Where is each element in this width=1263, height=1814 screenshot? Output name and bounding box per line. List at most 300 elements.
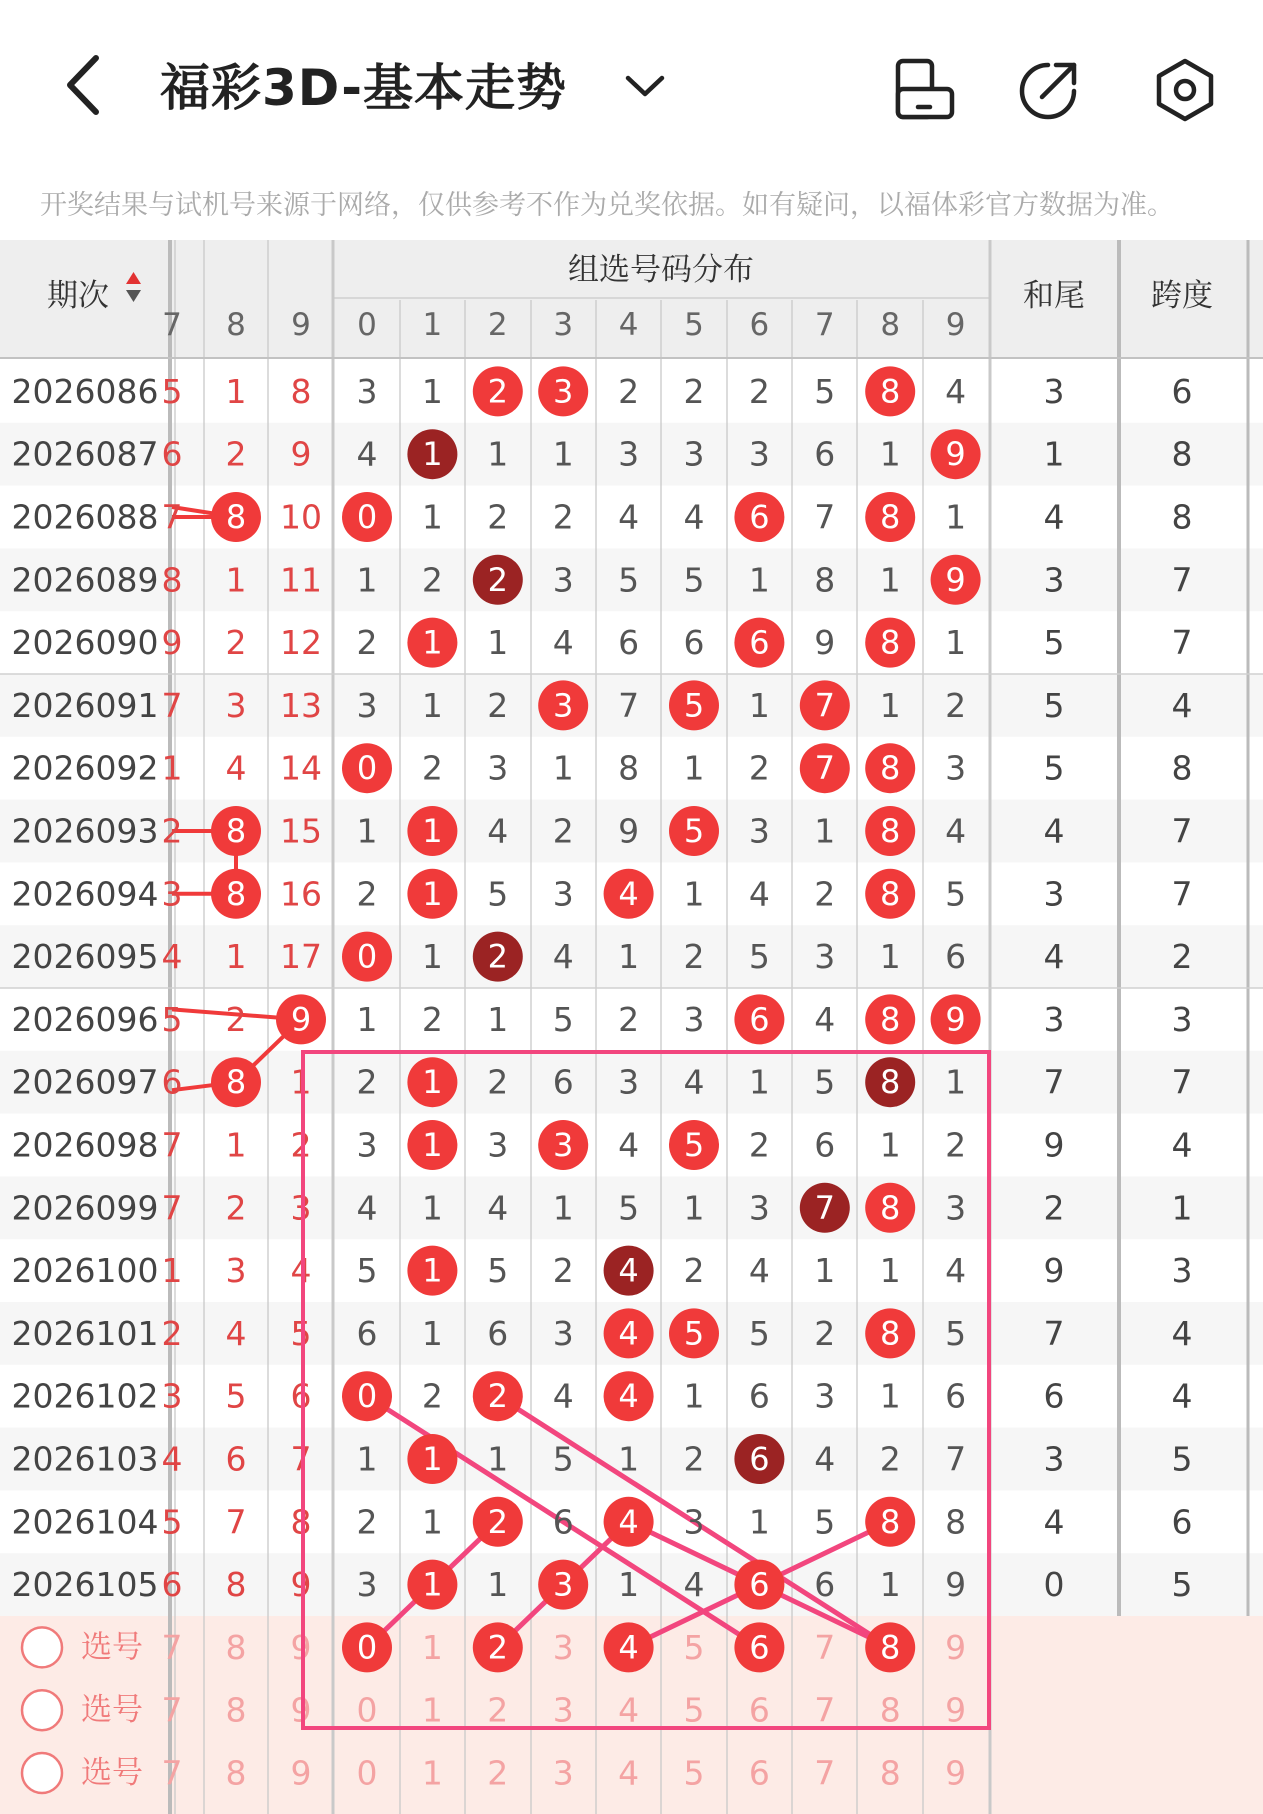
- digit-cell: 2: [552, 497, 574, 537]
- digit-cell: 2: [945, 1125, 967, 1165]
- digit-cell: 1: [879, 434, 901, 474]
- span-cell: 7: [1171, 623, 1193, 663]
- digit-cell: 3: [356, 685, 378, 725]
- span-cell: 4: [1171, 685, 1193, 725]
- digit-cell: 3: [552, 1313, 574, 1353]
- digit-cell: 6: [552, 1062, 574, 1102]
- svg-text:8: 8: [880, 623, 901, 662]
- digit-cell: 3: [487, 748, 509, 788]
- partial-cell: 9: [161, 623, 183, 663]
- digit-ball: [865, 1497, 915, 1547]
- miss-cell: 9: [290, 434, 312, 474]
- digit-cell: 1: [945, 1062, 967, 1102]
- digit-ball: [604, 1246, 654, 1296]
- digit-ball: [407, 618, 457, 668]
- svg-text:3: 3: [553, 1126, 574, 1164]
- hit-ball: [211, 1057, 261, 1107]
- miss-cell: 6: [225, 1439, 247, 1479]
- digit-cell: 2: [814, 1313, 836, 1353]
- select-digit-cell: 3: [552, 1690, 574, 1730]
- svg-text:6: 6: [749, 498, 770, 536]
- svg-text:1: 1: [422, 812, 443, 850]
- sum-tail-cell: 3: [1043, 1439, 1065, 1479]
- sum-tail-cell: 3: [1043, 874, 1065, 914]
- svg-text:3: 3: [553, 686, 574, 725]
- digit-cell: 4: [487, 811, 509, 851]
- miss-cell: 1: [225, 560, 247, 600]
- select-digit-cell: 2: [487, 1690, 509, 1730]
- svg-text:1: 1: [422, 1565, 443, 1604]
- digit-cell: 1: [879, 685, 901, 725]
- digit-cell: 1: [879, 1376, 901, 1416]
- digit-cell: 5: [618, 1188, 640, 1228]
- column-header: 7: [162, 307, 182, 343]
- digit-cell: 4: [552, 937, 574, 977]
- partial-cell: 5: [161, 371, 183, 411]
- svg-text:8: 8: [225, 1063, 247, 1102]
- selected-ball: [342, 1622, 392, 1672]
- partial-cell: 7: [161, 1188, 183, 1228]
- select-number-row[interactable]: [22, 1622, 966, 1672]
- digit-cell: 3: [683, 1502, 705, 1542]
- digit-cell: 9: [945, 1565, 967, 1605]
- svg-text:1: 1: [422, 1126, 443, 1164]
- group-distribution-header: 组选号码分布: [568, 252, 754, 288]
- digit-ball: [734, 1560, 784, 1610]
- digit-cell: 4: [552, 623, 574, 663]
- digit-cell: 2: [356, 623, 378, 663]
- svg-text:7: 7: [814, 686, 835, 725]
- digit-ball: [800, 1183, 850, 1233]
- span-cell: 8: [1171, 497, 1193, 537]
- svg-text:2: 2: [487, 937, 508, 976]
- chevron-down-icon[interactable]: [620, 62, 670, 112]
- digit-cell: 5: [552, 999, 574, 1039]
- miss-cell: 5: [225, 1376, 247, 1416]
- digit-cell: 1: [748, 560, 770, 600]
- partial-cell: 1: [161, 1251, 183, 1291]
- svg-text:8: 8: [880, 498, 901, 536]
- digit-ball: [734, 618, 784, 668]
- sum-tail-cell: 9: [1043, 1125, 1065, 1165]
- digit-cell: 7: [618, 685, 640, 725]
- partial-cell: 4: [161, 937, 183, 977]
- select-cell: 9: [290, 1627, 312, 1667]
- select-cell: 9: [290, 1690, 312, 1730]
- digit-ball: [865, 618, 915, 668]
- digit-cell: 1: [814, 811, 836, 851]
- digit-ball: [604, 869, 654, 919]
- digit-cell: 3: [356, 371, 378, 411]
- miss-cell: 8: [290, 371, 312, 411]
- svg-text:4: 4: [618, 1628, 639, 1667]
- digit-cell: 4: [618, 497, 640, 537]
- digit-cell: 3: [618, 434, 640, 474]
- digit-cell: 2: [552, 811, 574, 851]
- period-cell: 2026096: [11, 999, 159, 1039]
- svg-text:9: 9: [290, 1000, 312, 1039]
- select-digit-cell: 5: [683, 1753, 705, 1793]
- digit-cell: 1: [487, 1439, 509, 1479]
- digit-ball: [538, 680, 588, 730]
- digit-cell: 2: [683, 937, 705, 977]
- digit-cell: 5: [748, 1313, 770, 1353]
- digit-cell: 5: [487, 1251, 509, 1291]
- digit-cell: 1: [683, 1188, 705, 1228]
- digit-cell: 2: [487, 685, 509, 725]
- svg-text:8: 8: [880, 372, 901, 411]
- sum-tail-cell: 4: [1043, 811, 1065, 851]
- svg-text:0: 0: [356, 937, 378, 976]
- digit-cell: 1: [879, 560, 901, 600]
- svg-text:9: 9: [945, 435, 966, 474]
- miss-cell: 2: [225, 1188, 247, 1228]
- digit-cell: 1: [552, 434, 574, 474]
- selected-ball: [604, 1622, 654, 1672]
- span-cell: 5: [1171, 1439, 1193, 1479]
- miss-cell: 8: [290, 1502, 312, 1542]
- digit-cell: 1: [487, 434, 509, 474]
- digit-cell: 3: [748, 811, 770, 851]
- partial-cell: 7: [161, 497, 183, 537]
- sum-tail-cell: 9: [1043, 1251, 1065, 1291]
- miss-cell: 2: [290, 1125, 312, 1165]
- digit-cell: 1: [356, 1439, 378, 1479]
- device-rotate-icon[interactable]: [890, 55, 960, 125]
- select-label: 选号: [81, 1755, 143, 1791]
- select-digit-cell: 1: [421, 1690, 443, 1730]
- digit-cell: 9: [814, 623, 836, 663]
- radio-icon[interactable]: [22, 1753, 62, 1793]
- svg-text:3: 3: [553, 372, 574, 411]
- digit-ball: [473, 1497, 523, 1547]
- trend-grid: [0, 240, 1263, 1814]
- digit-ball: [342, 932, 392, 982]
- digit-cell: 1: [552, 748, 574, 788]
- digit-cell: 5: [814, 1502, 836, 1542]
- digit-ball: [407, 1057, 457, 1107]
- digit-header-7: 7: [814, 307, 835, 343]
- digit-cell: 1: [683, 1376, 705, 1416]
- digit-cell: 4: [683, 1062, 705, 1102]
- svg-text:8: 8: [225, 498, 247, 536]
- svg-text:1: 1: [422, 874, 443, 913]
- miss-cell: 7: [225, 1502, 247, 1542]
- select-digit-cell: 1: [421, 1753, 443, 1793]
- miss-cell: 3: [225, 685, 247, 725]
- digit-ball: [669, 680, 719, 730]
- digit-cell: 1: [421, 1188, 443, 1228]
- select-digit-cell: 6: [748, 1690, 770, 1730]
- digit-cell: 3: [945, 748, 967, 788]
- digit-cell: 2: [421, 1376, 443, 1416]
- digit-ball: [407, 1560, 457, 1610]
- digit-ball: [734, 1434, 784, 1484]
- selected-ball: [473, 1622, 523, 1672]
- select-digit-cell: 7: [814, 1627, 836, 1667]
- digit-cell: 6: [814, 434, 836, 474]
- digit-cell: 1: [421, 937, 443, 977]
- select-digit-cell: 9: [945, 1627, 967, 1667]
- digit-ball: [407, 869, 457, 919]
- span-cell: 7: [1171, 811, 1193, 851]
- digit-ball: [342, 743, 392, 793]
- period-header: 期次: [47, 278, 109, 314]
- digit-cell: 2: [618, 371, 640, 411]
- miss-cell: 14: [280, 748, 322, 788]
- digit-ball: [342, 492, 392, 542]
- svg-text:2: 2: [487, 1628, 508, 1667]
- select-cell: 7: [161, 1753, 183, 1793]
- digit-cell: 1: [421, 685, 443, 725]
- span-cell: 8: [1171, 748, 1193, 788]
- svg-text:5: 5: [683, 1126, 705, 1164]
- partial-cell: 6: [161, 1062, 183, 1102]
- period-cell: 2026090: [11, 623, 159, 663]
- svg-text:8: 8: [880, 1502, 901, 1541]
- hit-ball: [211, 869, 261, 919]
- digit-ball: [865, 1183, 915, 1233]
- digit-cell: 2: [748, 1125, 770, 1165]
- digit-cell: 2: [421, 999, 443, 1039]
- digit-cell: 2: [945, 685, 967, 725]
- sum-tail-cell: 4: [1043, 1502, 1065, 1542]
- svg-text:1: 1: [422, 1440, 443, 1478]
- digit-header-4: 4: [618, 307, 639, 343]
- partial-cell: 3: [161, 1376, 183, 1416]
- miss-cell: 1: [225, 371, 247, 411]
- miss-cell: 16: [280, 874, 322, 914]
- span-cell: 6: [1171, 371, 1193, 411]
- digit-cell: 6: [487, 1313, 509, 1353]
- span-cell: 4: [1171, 1125, 1193, 1165]
- svg-text:8: 8: [880, 874, 901, 913]
- digit-cell: 3: [814, 1376, 836, 1416]
- page-title[interactable]: 福彩3D-基本走势: [160, 59, 567, 117]
- select-digit-cell: 5: [683, 1690, 705, 1730]
- select-number-row[interactable]: [22, 1690, 966, 1730]
- miss-cell: 13: [280, 685, 322, 725]
- select-digit-cell: 7: [814, 1753, 836, 1793]
- select-cell: 8: [225, 1753, 247, 1793]
- sum-tail-cell: 1: [1043, 434, 1065, 474]
- miss-cell: 1: [225, 1125, 247, 1165]
- period-cell: 2026098: [11, 1125, 159, 1165]
- digit-ball: [538, 1120, 588, 1170]
- digit-cell: 1: [618, 937, 640, 977]
- span-cell: 4: [1171, 1376, 1193, 1416]
- digit-cell: 1: [356, 999, 378, 1039]
- svg-text:5: 5: [683, 1314, 705, 1353]
- digit-ball: [407, 806, 457, 856]
- trend-table: [0, 240, 1263, 1814]
- select-digit-cell: 4: [618, 1753, 640, 1793]
- span-cell: 7: [1171, 874, 1193, 914]
- digit-cell: 5: [356, 1251, 378, 1291]
- digit-cell: 1: [618, 1439, 640, 1479]
- digit-header-1: 1: [422, 307, 443, 343]
- digit-cell: 2: [683, 1439, 705, 1479]
- select-cell: 9: [290, 1753, 312, 1793]
- digit-ball: [865, 1308, 915, 1358]
- sum-tail-cell: 7: [1043, 1062, 1065, 1102]
- digit-cell: 2: [748, 748, 770, 788]
- sum-tail-cell: 6: [1043, 1376, 1065, 1416]
- select-digit-cell: 6: [748, 1753, 770, 1793]
- digit-cell: 4: [683, 1565, 705, 1605]
- select-cell: 7: [161, 1627, 183, 1667]
- select-digit-cell: 0: [356, 1753, 378, 1793]
- digit-cell: 4: [487, 1188, 509, 1228]
- digit-cell: 7: [814, 497, 836, 537]
- digit-cell: 4: [356, 1188, 378, 1228]
- select-number-row[interactable]: [22, 1753, 966, 1793]
- digit-cell: 3: [356, 1125, 378, 1165]
- digit-header-6: 6: [749, 307, 770, 343]
- svg-text:6: 6: [749, 1565, 770, 1604]
- select-cell: 8: [225, 1690, 247, 1730]
- digit-cell: 2: [748, 371, 770, 411]
- svg-text:8: 8: [225, 812, 247, 850]
- period-cell: 2026103: [11, 1439, 159, 1479]
- select-digit-cell: 2: [487, 1753, 509, 1793]
- svg-text:1: 1: [422, 1063, 443, 1102]
- digit-ball: [931, 994, 981, 1044]
- period-cell: 2026086: [11, 371, 159, 411]
- digit-cell: 1: [421, 1313, 443, 1353]
- svg-text:0: 0: [356, 498, 378, 536]
- digit-cell: 3: [814, 937, 836, 977]
- digit-ball: [865, 869, 915, 919]
- digit-cell: 6: [552, 1502, 574, 1542]
- digit-cell: 2: [683, 1251, 705, 1291]
- period-cell: 2026105: [11, 1565, 159, 1605]
- svg-text:6: 6: [749, 1628, 770, 1667]
- share-icon[interactable]: [1014, 55, 1084, 125]
- sum-tail-cell: 7: [1043, 1313, 1065, 1353]
- partial-cell: 3: [161, 874, 183, 914]
- digit-cell: 2: [879, 1439, 901, 1479]
- digit-cell: 3: [552, 560, 574, 600]
- digit-cell: 4: [552, 1376, 574, 1416]
- digit-cell: 6: [748, 1376, 770, 1416]
- select-digit-cell: 5: [683, 1627, 705, 1667]
- miss-cell: 1: [225, 937, 247, 977]
- span-cell: 6: [1171, 1502, 1193, 1542]
- digit-header-9: 9: [945, 307, 966, 343]
- select-digit-cell: 1: [421, 1627, 443, 1667]
- svg-text:6: 6: [749, 623, 770, 662]
- partial-cell: 6: [161, 1565, 183, 1605]
- svg-text:6: 6: [749, 1000, 770, 1039]
- miss-cell: 1: [290, 1062, 312, 1102]
- digit-cell: 6: [356, 1313, 378, 1353]
- digit-cell: 4: [683, 497, 705, 537]
- digit-cell: 5: [487, 874, 509, 914]
- svg-text:4: 4: [618, 1502, 639, 1541]
- miss-cell: 7: [290, 1439, 312, 1479]
- digit-cell: 3: [683, 434, 705, 474]
- select-digit-cell: 9: [945, 1690, 967, 1730]
- span-cell: 2: [1171, 937, 1193, 977]
- digit-cell: 6: [814, 1125, 836, 1165]
- svg-text:8: 8: [880, 812, 901, 850]
- chevron-left-icon[interactable]: [58, 50, 118, 120]
- partial-cell: 5: [161, 1502, 183, 1542]
- digit-cell: 1: [487, 999, 509, 1039]
- svg-text:1: 1: [422, 623, 443, 662]
- select-digit-cell: 3: [552, 1753, 574, 1793]
- span-cell: 3: [1171, 999, 1193, 1039]
- span-cell: 5: [1171, 1565, 1193, 1605]
- span-cell: 7: [1171, 1062, 1193, 1102]
- digit-ball: [407, 1246, 457, 1296]
- digit-ball: [473, 1371, 523, 1421]
- digit-cell: 2: [421, 748, 443, 788]
- period-cell: 2026100: [11, 1251, 159, 1291]
- digit-cell: 8: [945, 1502, 967, 1542]
- span-cell: 7: [1171, 560, 1193, 600]
- digit-cell: 4: [945, 371, 967, 411]
- sum-tail-cell: 2: [1043, 1188, 1065, 1228]
- sum-tail-header: 和尾: [1023, 278, 1085, 314]
- settings-icon[interactable]: [1150, 55, 1220, 125]
- period-cell: 2026087: [11, 434, 159, 474]
- digit-cell: 1: [421, 1502, 443, 1542]
- svg-text:2: 2: [487, 1377, 508, 1416]
- miss-cell: 8: [225, 1565, 247, 1605]
- digit-cell: 2: [487, 497, 509, 537]
- svg-text:4: 4: [618, 1377, 639, 1416]
- digit-cell: 6: [683, 623, 705, 663]
- radio-icon[interactable]: [22, 1690, 62, 1730]
- span-cell: 8: [1171, 434, 1193, 474]
- digit-ball: [865, 492, 915, 542]
- svg-text:4: 4: [618, 1251, 639, 1290]
- digit-cell: 3: [748, 1188, 770, 1228]
- span-cell: 1: [1171, 1188, 1193, 1228]
- digit-cell: 1: [421, 371, 443, 411]
- svg-text:4: 4: [618, 1314, 639, 1353]
- digit-cell: 2: [356, 1502, 378, 1542]
- digit-ball: [604, 1497, 654, 1547]
- digit-cell: 2: [618, 999, 640, 1039]
- digit-ball: [865, 743, 915, 793]
- period-cell: 2026088: [11, 497, 159, 537]
- hit-ball: [211, 806, 261, 856]
- miss-cell: 3: [290, 1188, 312, 1228]
- digit-ball: [865, 1057, 915, 1107]
- digit-cell: 4: [945, 811, 967, 851]
- sum-tail-cell: 3: [1043, 999, 1065, 1039]
- digit-header-0: 0: [357, 307, 377, 343]
- partial-cell: 1: [161, 748, 183, 788]
- hit-ball: [211, 492, 261, 542]
- svg-text:8: 8: [880, 1314, 901, 1353]
- digit-cell: 3: [552, 874, 574, 914]
- digit-cell: 6: [618, 623, 640, 663]
- svg-text:7: 7: [814, 749, 835, 788]
- span-cell: 4: [1171, 1313, 1193, 1353]
- digit-ball: [473, 932, 523, 982]
- period-cell: 2026089: [11, 560, 159, 600]
- svg-text:8: 8: [880, 749, 901, 788]
- digit-cell: 1: [945, 497, 967, 537]
- miss-cell: 5: [290, 1313, 312, 1353]
- radio-icon[interactable]: [22, 1627, 62, 1667]
- digit-header-8: 8: [880, 307, 901, 343]
- period-cell: 2026092: [11, 748, 159, 788]
